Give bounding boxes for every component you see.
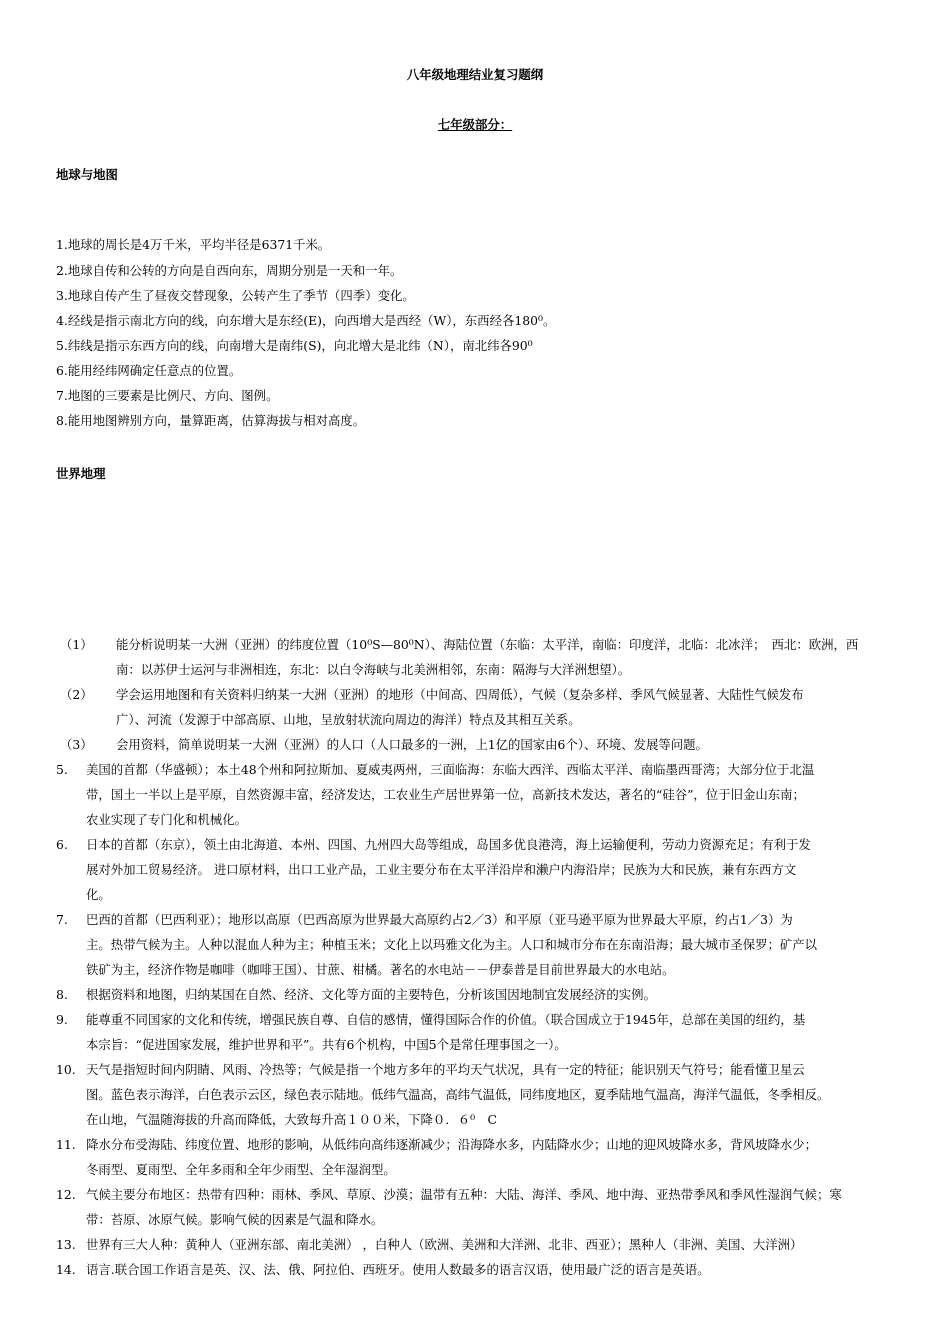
item-line: 冬雨型、夏雨型、全年多雨和全年少雨型、全年湿润型。 — [86, 1162, 396, 1177]
item-number: 6. — [56, 837, 68, 852]
section-heading-world: 世界地理 — [56, 466, 106, 481]
item-line: 展对外加工贸易经济。 进口原材料，出口工业产品，工业主要分布在太平洋沿岸和濑户内海沿岸；民族为大和民族，兼有东西方文 — [86, 862, 797, 877]
sub-item-number: （3） — [60, 737, 93, 752]
item-line: 语言.联合国工作语言是英、汉、法、俄、阿拉伯、西班牙。使用人数最多的语言汉语，使用最广泛的语言是英语。 — [86, 1262, 710, 1277]
list-item: 1.地球的周长是4万千米，平均半径是6371千米。 — [56, 237, 331, 252]
item-line: 气候主要分布地区：热带有四种：雨林、季风、草原、沙漠；温带有五种：大陆、海洋、季风、地中海、亚热带季风和季风性湿润气候；寒 — [86, 1187, 842, 1202]
item-line: 降水分布受海陆、纬度位置、地形的影响，从低纬向高纬逐渐减少；沿海降水多，内陆降水少；山地的迎风坡降水多，背风坡降水少； — [86, 1137, 818, 1152]
item-line: 世界有三大人种：黄种人（亚洲东部、南北美洲） ，白种人（欧洲、美洲和大洋洲、北非、西亚）；黑种人（非洲、美国、大洋洲） — [86, 1237, 803, 1252]
item-line: 在山地，气温随海拔的升高而降低，大致每升高１００米，下降０．６⁰ C — [86, 1112, 497, 1127]
sub-item-line: 能分析说明某一大洲（亚洲）的纬度位置（10⁰S—80⁰N）、海陆位置（东临：太平洋，南临：印度洋，北临：北冰洋； 西北：欧洲，西 — [116, 637, 859, 652]
section-heading-earth: 地球与地图 — [56, 167, 118, 182]
item-line: 农业实现了专门化和机械化。 — [86, 812, 248, 827]
list-item: 4.经线是指示南北方向的线，向东增大是东经(E)，向西增大是西经（W），东西经各180⁰。 — [56, 313, 556, 328]
item-line: 巴西的首都（巴西利亚）；地形以高原（巴西高原为世界最大高原约占2／3）和平原（亚马逊平原为世界最大平原，约占1／3）为 — [86, 912, 793, 927]
item-line: 铁矿为主，经济作物是咖啡（咖啡王国）、甘蔗、柑橘。著名的水电站－－伊泰普是目前世界最大的水电站。 — [86, 962, 675, 977]
list-item: 6.能用经纬网确定任意点的位置。 — [56, 363, 242, 378]
item-number: 10. — [56, 1062, 76, 1077]
item-number: 5. — [56, 762, 68, 777]
sub-item-line: 南：以苏伊士运河与非洲相连，东北：以白令海峡与北美洲相邻，东南：隔海与大洋洲想望）。 — [116, 662, 631, 677]
item-line: 图。蓝色表示海洋，白色表示云区，绿色表示陆地。低纬气温高，高纬气温低，同纬度地区，夏季陆地气温高，海洋气温低，冬季相反。 — [86, 1087, 830, 1102]
item-line: 根据资料和地图，归纳某国在自然、经济、文化等方面的主要特色，分析该国因地制宜发展经济的实例。 — [86, 987, 656, 1002]
sub-item-line: 会用资料，简单说明某一大洲（亚洲）的人口（人口最多的一洲，上1亿的国家由6个）、环境、发展等问题。 — [116, 737, 708, 752]
item-number: 8. — [56, 987, 68, 1002]
item-line: 带，国土一半以上是平原，自然资源丰富，经济发达，工农业生产居世界第一位，高新技术发达，著名的“硅谷”，位于旧金山东南； — [86, 787, 805, 802]
doc-title: 八年级地理结业复习题纲 — [406, 67, 544, 82]
list-item: 2.地球自传和公转的方向是自西向东，周期分别是一天和一年。 — [56, 263, 403, 278]
item-number: 7. — [56, 912, 68, 927]
item-number: 11. — [56, 1137, 76, 1152]
list-item: 3.地球自传产生了昼夜交替现象，公转产生了季节（四季）变化。 — [56, 288, 415, 303]
item-line: 能尊重不同国家的文化和传统，增强民族自尊、自信的感情，懂得国际合作的价值。（联合国成立于1945年，总部在美国的纽约，基 — [86, 1012, 806, 1027]
item-line: 日本的首都（东京），领土由北海道、本州、四国、九州四大岛等组成，岛国多优良港湾，海上运输便利，劳动力资源充足；有利于发 — [86, 837, 811, 852]
item-line: 化。 — [86, 887, 111, 902]
sub-item-number: （2） — [60, 687, 93, 702]
item-number: 12. — [56, 1187, 76, 1202]
item-line: 带：苔原、冰原气候。影响气候的因素是气温和降水。 — [86, 1212, 384, 1227]
sub-item-line: 学会运用地图和有关资料归纳某一大洲（亚洲）的地形（中间高、四周低），气候（复杂多样、季风气候显著、大陆性气候发布 — [116, 687, 804, 702]
item-line: 本宗旨：“促进国家发展，维护世界和平”。共有6个机构，中国5个是常任理事国之一）。 — [86, 1037, 567, 1052]
item-number: 9. — [56, 1012, 68, 1027]
item-line: 天气是指短时间内阴睛、风雨、冷热等；气候是指一个地方多年的平均天气状况，具有一定的特征；能识别天气符号；能看懂卫星云 — [86, 1062, 805, 1077]
item-number: 13. — [56, 1237, 76, 1252]
list-item: 5.纬线是指示东西方向的线，向南增大是南纬(S)，向北增大是北纬（N），南北纬各90⁰ — [56, 338, 533, 353]
sub-item-number: （1） — [60, 637, 93, 652]
list-item: 8.能用地图辨别方向，量算距离，估算海拔与相对高度。 — [56, 413, 366, 428]
item-line: 美国的首都（华盛顿）；本土48个州和阿拉斯加、夏威夷两州，三面临海：东临大西洋、西临太平洋、南临墨西哥湾；大部分位于北温 — [86, 762, 815, 777]
item-line: 主。热带气候为主。人种以混血人种为主；种植玉米；文化上以玛雅文化为主。人口和城市分布在东南沿海；最大城市圣保罗；矿产以 — [86, 937, 818, 952]
doc-subtitle: 七年级部分： — [437, 117, 513, 132]
item-number: 14. — [56, 1262, 76, 1277]
sub-item-line: 广）、河流（发源于中部高原、山地，呈放射状流向周边的海洋）特点及其相互关系。 — [116, 712, 581, 727]
list-item: 7.地图的三要素是比例尺、方向、图例。 — [56, 388, 279, 403]
